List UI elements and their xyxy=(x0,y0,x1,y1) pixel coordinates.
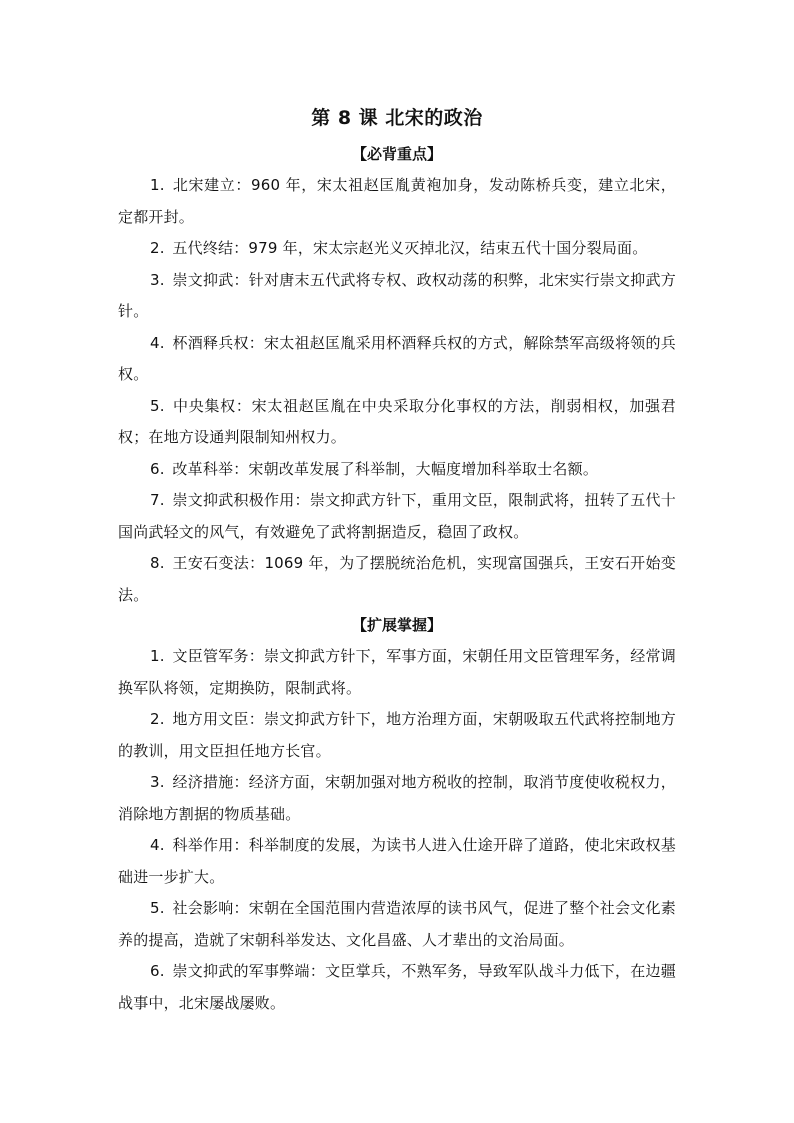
item-number: 3. xyxy=(150,773,165,791)
list-item xyxy=(118,548,676,611)
section-heading-extended: 【扩展掌握】 xyxy=(351,616,442,634)
item-number: 2. xyxy=(150,239,165,257)
list-item xyxy=(118,265,676,328)
list-item xyxy=(118,328,676,391)
list-item xyxy=(118,893,676,956)
item-number: 3. xyxy=(150,270,165,289)
item-text: 地方用文臣：崇文抑武方针下，地方治理方面，宋朝吸取五代武将控制地方的教训，用文臣担任地方长官。 xyxy=(118,710,676,760)
item-text: 崇文抑武积极作用：崇文抑武方针下，重用文臣，限制武将，扭转了五代十国尚武轻文的风气，有效避免了武将割据造反，稳固了政权。 xyxy=(118,491,676,541)
list-item xyxy=(118,170,676,233)
item-number: 4. xyxy=(150,333,165,352)
list-item xyxy=(118,391,676,454)
list-item xyxy=(118,485,676,548)
list-item xyxy=(118,641,676,704)
item-number: 7. xyxy=(150,491,165,509)
item-text: 北宋建立：960 年，宋太祖赵匡胤黄袍加身，发动陈桥兵变，建立北宋，定都开封。 xyxy=(118,176,676,226)
item-number: 5. xyxy=(150,899,165,917)
list-item xyxy=(118,704,676,767)
item-text: 崇文抑武的军事弊端：文臣掌兵，不熟军务，导致军队战斗力低下，在边疆战事中，北宋屡战屡败。 xyxy=(118,962,676,1012)
item-text: 崇文抑武：针对唐末五代武将专权、政权动荡的积弊，北宋实行崇文抑武方针。 xyxy=(118,270,676,320)
item-number: 6. xyxy=(150,962,165,980)
item-text: 杯酒释兵权：宋太祖赵匡胤采用杯酒释兵权的方式，解除禁军高级将领的兵权。 xyxy=(118,333,676,383)
item-number: 1. xyxy=(150,176,165,194)
page-title: 第 8 课 北宋的政治 xyxy=(311,107,483,129)
list-item xyxy=(118,956,676,1019)
item-text: 五代终结：979 年，宋太宗赵光义灭掉北汉，结束五代十国分裂局面。 xyxy=(172,239,648,257)
item-text: 经济措施：经济方面，宋朝加强对地方税收的控制，取消节度使收税权力，消除地方割据的物质基础。 xyxy=(118,773,676,823)
list-item xyxy=(118,233,676,265)
item-number: 6. xyxy=(150,459,165,478)
item-text: 改革科举：宋朝改革发展了科举制，大幅度增加科举取士名额。 xyxy=(172,459,599,478)
list-item xyxy=(118,767,676,830)
item-number: 2. xyxy=(150,710,165,728)
item-text: 社会影响：宋朝在全国范围内营造浓厚的读书风气，促进了整个社会文化素养的提高，造就了宋朝科举发达、文化昌盛、人才辈出的文治局面。 xyxy=(118,899,676,949)
item-text: 文臣管军务：崇文抑武方针下，军事方面，宋朝任用文臣管理军务，经常调换军队将领，定期换防，限制武将。 xyxy=(118,647,676,697)
list-item xyxy=(118,830,676,893)
item-text: 王安石变法：1069 年，为了摆脱统治危机，实现富国强兵，王安石开始变法。 xyxy=(118,554,676,604)
item-number: 8. xyxy=(150,554,165,572)
item-text: 科举作用：科举制度的发展，为读书人进入仕途开辟了道路，使北宋政权基础进一步扩大。 xyxy=(118,836,676,886)
section-heading-key-points: 【必背重点】 xyxy=(351,145,442,163)
item-number: 5. xyxy=(150,396,165,415)
item-number: 1. xyxy=(150,647,165,665)
list-item xyxy=(118,454,676,486)
item-text: 中央集权：宋太祖赵匡胤在中央采取分化事权的方法，削弱相权，加强君权；在地方设通判限制知州权力。 xyxy=(118,396,676,446)
item-number: 4. xyxy=(150,836,165,854)
